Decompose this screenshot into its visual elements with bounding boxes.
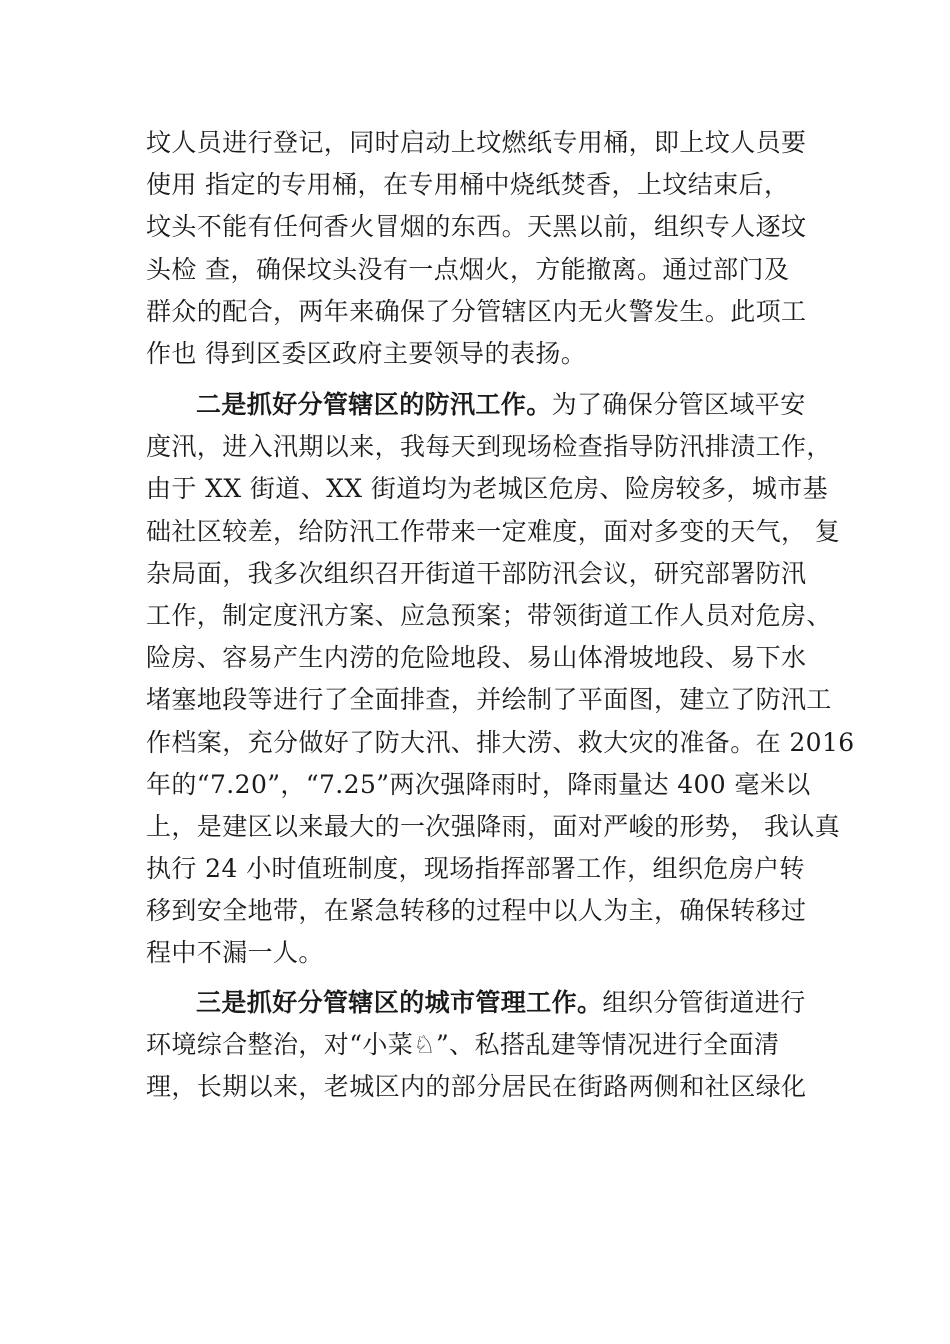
text-line: 度汛，进入汛期以来，我每天到现场检查指导防汛排渍工作， — [146, 432, 832, 462]
text-line: 由于 XX 街道、XX 街道均为老城区危房、险房较多，城市基 — [146, 474, 829, 504]
text-line: 坟人员进行登记，同时启动上坟燃纸专用桶，即上坟人员要 — [146, 128, 807, 157]
text-line: 群众的配合，两年来确保了分管辖区内无火警发生。此项工 — [146, 296, 807, 326]
text-line: 移到安全地带，在紧急转移的过程中以人为主，确保转移过 — [146, 896, 807, 926]
text-line: 环境综合整治，对“小菜♘”、私搭乱建等情况进行全面清 — [146, 1030, 780, 1060]
section-heading: 三是抓好分管辖区的城市管理工作。 — [196, 988, 603, 1017]
paragraph-2-flood-control — [146, 384, 855, 975]
text-line: 执行 24 小时值班制度，现场指挥部署工作，组织危房户转 — [146, 854, 805, 884]
text-line: 险房、容易产生内涝的危险地段、易山体滑坡地段、易下水 — [146, 643, 807, 673]
text-line-first — [146, 982, 826, 1024]
text-line: 年的“7.20”，“7.25”两次强降雨时，降雨量达 400 毫米以 — [146, 769, 811, 799]
text-line: 坟头不能有任何香火冒烟的东西。天黑以前，组织专人逐坟 — [146, 212, 807, 242]
paragraph-3-city-management — [146, 982, 826, 1109]
text-line-first — [146, 384, 826, 426]
text-line: 使用 指定的专用桶，在专用桶中烧纸焚香，上坟结束后， — [146, 170, 790, 200]
text-run: 为了确保分管区域平安 — [551, 390, 806, 419]
text-line: 作也 得到区委区政府主要领导的表扬。 — [146, 338, 587, 368]
text-line: 上，是建区以来最大的一次强降雨，面对严峻的形势， 我认真 — [146, 811, 841, 841]
text-line: 工作，制定度汛方案、应急预案；带领街道工作人员对危房、 — [146, 600, 832, 630]
text-line: 头检 查，确保坟头没有一点烟火，方能撤离。通过部门及 — [146, 254, 790, 284]
text-line: 作档案，充分做好了防大汛、排大涝、救大灾的准备。在 2016 — [146, 727, 855, 757]
text-line: 理，长期以来，老城区内的部分居民在街路两侧和社区绿化 — [146, 1072, 807, 1102]
text-line: 程中不漏一人。 — [146, 938, 324, 968]
text-line: 堵塞地段等进行了全面排查，并绘制了平面图，建立了防汛工 — [146, 685, 832, 715]
text-run: 组织分管街道进行 — [602, 988, 806, 1017]
text-line: 础社区较差，给防汛工作带来一定难度，面对多变的天气， 复 — [146, 516, 841, 546]
section-heading: 二是抓好分管辖区的防汛工作。 — [196, 390, 552, 419]
text-line: 杂局面，我多次组织召开街道干部防汛会议，研究部署防汛 — [146, 558, 807, 588]
paragraph-1 — [146, 122, 826, 375]
